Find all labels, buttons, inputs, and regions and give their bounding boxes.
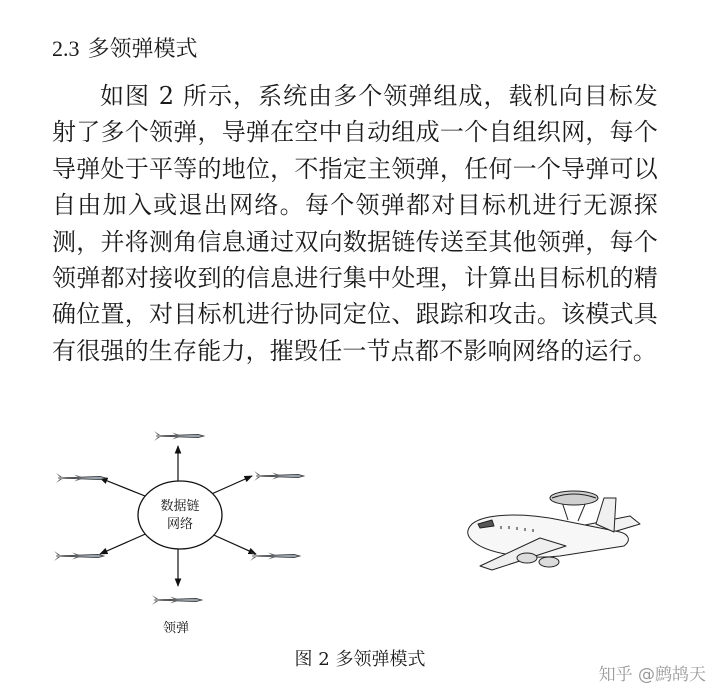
section-title: 多领弹模式 bbox=[87, 37, 198, 62]
awacs-aircraft-icon bbox=[468, 491, 640, 570]
arrow-upper-right bbox=[207, 476, 252, 496]
figure-2 bbox=[0, 420, 720, 640]
arrow-upper-left bbox=[100, 478, 150, 498]
figure-diagram bbox=[0, 420, 720, 640]
arrow-lower-left bbox=[100, 532, 150, 554]
missile-icon bbox=[250, 551, 300, 561]
body-paragraph: 如图 2 所示，系统由多个领弹组成，载机向目标发射了多个领弹，导弹在空中自动组成一个自组织网，每个导弹处于平等的地位，不指定主领弹，任何一个导弹可以自由加入或退出网络。每个领弹都对目标机进行无源探测，并将测角信息通过双向数据链传送至其他领弹，每个领弹都对接收到的信息进行集中处理，计算出目标机的精确位置，对目标机进行协同定位、跟踪和攻击。该模式具有很强的生存能力，摧毁任一节点都不影响网络的运行。 bbox=[52, 82, 658, 365]
section-heading bbox=[52, 34, 198, 65]
missile-icon bbox=[152, 595, 202, 605]
missile-icon bbox=[54, 551, 104, 561]
section-number: 2.3 bbox=[52, 36, 80, 61]
data-link-network-node bbox=[138, 481, 222, 549]
missile-label: 领弹 bbox=[162, 621, 190, 636]
zhihu-watermark: 知乎 @鹧鸪天 bbox=[598, 665, 706, 685]
missile-icon bbox=[254, 471, 304, 481]
missile-icon bbox=[154, 431, 204, 441]
missile-icon bbox=[56, 473, 106, 483]
network-label-line2: 网络 bbox=[166, 517, 194, 532]
network-label-line1: 数据链 bbox=[160, 499, 200, 514]
figure-caption: 图 2 多领弹模式 bbox=[294, 649, 426, 670]
